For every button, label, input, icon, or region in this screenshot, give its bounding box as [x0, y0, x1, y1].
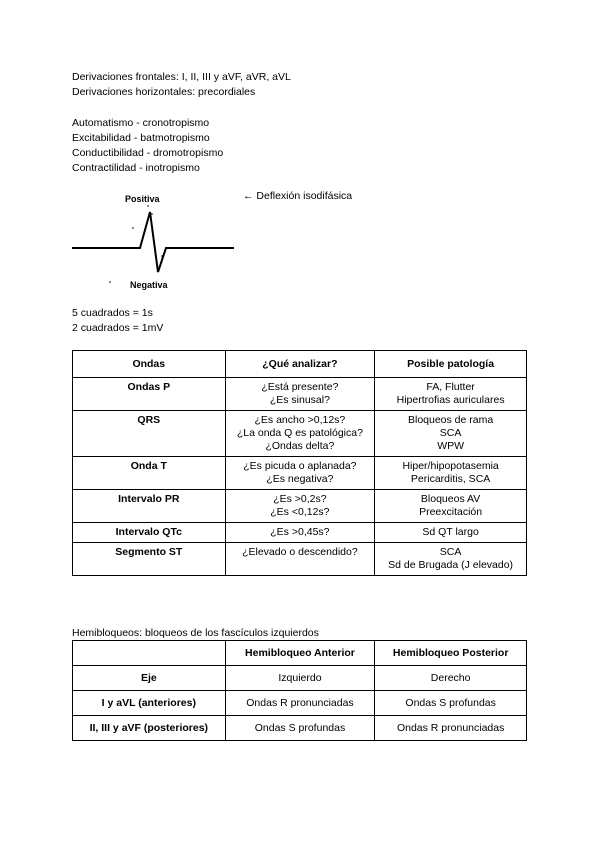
deflexion-isodifasica-note: ← Deflexión isodifásica: [243, 190, 353, 202]
propiedad-conductibilidad: Conductibilidad - dromotropismo: [72, 147, 224, 159]
patologia-line: SCA: [439, 427, 462, 439]
hemi-posterior-cell: Ondas S profundas: [375, 691, 527, 716]
patologia-line: Hiper/hipopotasemia: [402, 460, 499, 472]
patologia-line: Bloqueos AV: [420, 493, 481, 505]
header-ondas: Ondas: [73, 351, 226, 378]
patologia-cell: [375, 523, 527, 543]
hemi-anterior-cell: Izquierdo: [225, 666, 375, 691]
ecg-dot: [151, 213, 153, 215]
hemibloqueos-table: [72, 640, 527, 741]
patologia-line: Preexcitación: [419, 506, 483, 518]
hemi-posterior-cell: Ondas R pronunciadas: [375, 716, 527, 741]
analizar-line: ¿Es >0,45s?: [270, 526, 330, 538]
ondas-analysis-table: [72, 350, 527, 576]
analizar-line: ¿Es <0,12s?: [270, 506, 330, 518]
hemi-row-name-cell: Eje: [73, 666, 226, 691]
hemi-row-name-cell: II, III y aVF (posteriores): [73, 716, 226, 741]
hemi-anterior-cell: Ondas R pronunciadas: [225, 691, 375, 716]
onda-name-cell: Intervalo QTc: [73, 523, 226, 543]
table-row: [73, 666, 527, 691]
que-analizar-cell: [225, 378, 375, 411]
patologia-cell: [375, 490, 527, 523]
ecg-dot: [157, 267, 159, 269]
negativa-label: Negativa: [130, 280, 168, 290]
ecg-dot: [132, 227, 134, 229]
hemibloqueos-title: Hemibloqueos: bloqueos de los fascículos izquierdos: [72, 627, 319, 639]
escala-voltaje: 2 cuadrados = 1mV: [72, 322, 164, 334]
ecg-trace: [72, 212, 234, 272]
table-row: [73, 523, 527, 543]
patologia-line: WPW: [437, 440, 465, 452]
analizar-line: ¿Es negativa?: [266, 473, 334, 485]
ecg-dot: [161, 255, 163, 257]
analizar-line: ¿Es >0,2s?: [273, 493, 327, 505]
header-empty: [73, 641, 226, 666]
table-row: [73, 490, 527, 523]
onda-name-cell: QRS: [73, 411, 226, 457]
derivaciones-horizontales: Derivaciones horizontales: precordiales: [72, 86, 256, 98]
patologia-line: Pericarditis, SCA: [410, 473, 491, 485]
onda-name-cell: Segmento ST: [73, 543, 226, 576]
patologia-line: Hipertrofias auriculares: [396, 394, 505, 406]
patologia-line: Sd de Brugada (J elevado): [388, 559, 514, 571]
patologia-line: FA, Flutter: [426, 381, 475, 393]
hemi-anterior-cell: Ondas S profundas: [225, 716, 375, 741]
que-analizar-cell: [225, 457, 375, 490]
analizar-line: ¿Es sinusal?: [269, 394, 330, 406]
que-analizar-cell: [225, 523, 375, 543]
table-row: [73, 691, 527, 716]
table-row: [73, 543, 527, 576]
escala-tiempo: 5 cuadrados = 1s: [72, 307, 153, 319]
ecg-isodiphasic-deflection-diagram: [70, 192, 240, 292]
onda-name-cell: Ondas P: [73, 378, 226, 411]
patologia-cell: [375, 411, 527, 457]
propiedad-contractilidad: Contractilidad - inotropismo: [72, 162, 200, 174]
analizar-line: ¿Es picuda o aplanada?: [243, 460, 357, 472]
table-row: [73, 716, 527, 741]
header-hemibloqueo-anterior: Hemibloqueo Anterior: [225, 641, 375, 666]
positiva-label: Positiva: [125, 194, 160, 204]
propiedad-excitabilidad: Excitabilidad - batmotropismo: [72, 132, 210, 144]
table-row: [73, 457, 527, 490]
analizar-line: ¿Es ancho >0,12s?: [254, 414, 346, 426]
header-posible-patologia: Posible patología: [375, 351, 527, 378]
table-header-row: [73, 641, 527, 666]
que-analizar-cell: [225, 411, 375, 457]
analizar-line: ¿La onda Q es patológica?: [236, 427, 363, 439]
patologia-line: SCA: [439, 546, 462, 558]
patologia-line: Sd QT largo: [422, 526, 479, 538]
header-hemibloqueo-posterior: Hemibloqueo Posterior: [375, 641, 527, 666]
patologia-cell: [375, 457, 527, 490]
table-row: [73, 378, 527, 411]
ecg-dot: [109, 281, 111, 283]
analizar-line: ¿Ondas delta?: [265, 440, 335, 452]
table-header-row: [73, 351, 527, 378]
propiedad-automatismo: Automatismo - cronotropismo: [72, 117, 210, 129]
analizar-line: ¿Está presente?: [261, 381, 339, 393]
onda-name-cell: Onda T: [73, 457, 226, 490]
header-que-analizar: ¿Qué analizar?: [225, 351, 375, 378]
hemi-posterior-cell: Derecho: [375, 666, 527, 691]
derivaciones-frontales: Derivaciones frontales: I, II, III y aVF, aVR, aVL: [72, 71, 291, 83]
analizar-line: ¿Elevado o descendido?: [242, 546, 358, 558]
onda-name-cell: Intervalo PR: [73, 490, 226, 523]
hemi-row-name-cell: I y aVL (anteriores): [73, 691, 226, 716]
que-analizar-cell: [225, 543, 375, 576]
table-row: [73, 411, 527, 457]
ecg-dot: [147, 205, 149, 207]
patologia-cell: [375, 543, 527, 576]
que-analizar-cell: [225, 490, 375, 523]
patologia-cell: [375, 378, 527, 411]
patologia-line: Bloqueos de rama: [407, 414, 494, 426]
